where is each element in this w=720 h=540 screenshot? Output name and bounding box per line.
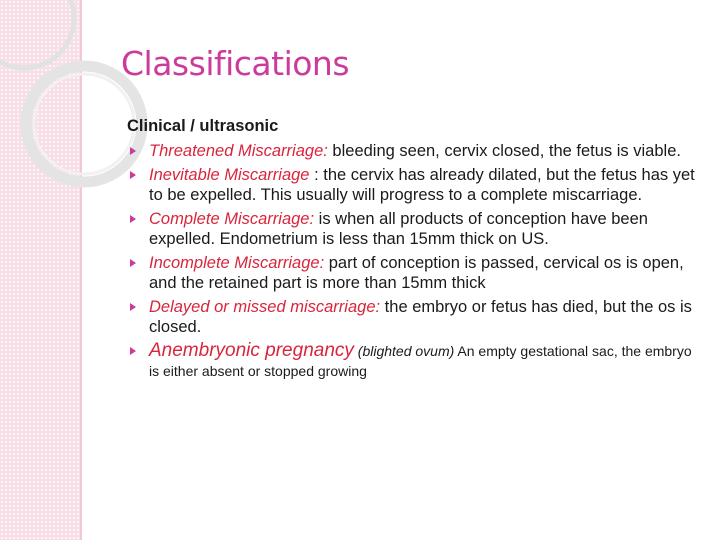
term-separator: : xyxy=(323,142,328,160)
list-item-incomplete xyxy=(127,253,702,293)
term-label: Incomplete Miscarriage: xyxy=(149,254,325,272)
term-separator: : xyxy=(309,166,319,184)
list-item-threatened xyxy=(127,141,702,161)
bullet-arrow-icon xyxy=(130,347,136,355)
item-description: the embryo or fetus has died, but the os is closed. xyxy=(149,298,692,336)
list-item-inevitable xyxy=(127,165,702,205)
bullet-arrow-icon xyxy=(130,171,136,179)
term-label: Threatened Miscarriage xyxy=(149,142,324,160)
term-label: Anembryonic pregnancy xyxy=(149,340,354,361)
section-subheading: Clinical / ultrasonic xyxy=(127,117,279,135)
top-ring xyxy=(0,0,74,68)
item-description: An empty gestational sac, the embryo is either absent or stopped growing xyxy=(149,343,692,379)
item-description: is when all products of conception have been expelled. Endometrium is less than 15mm thick on US. xyxy=(149,210,648,248)
classification-list xyxy=(127,141,702,381)
middle-ring xyxy=(26,66,142,182)
list-item-delayed xyxy=(127,297,702,337)
item-description: the cervix has already dilated, but the fetus has yet to be expelled. This usually will progress to a complete miscarriage. xyxy=(149,166,695,204)
slide-body xyxy=(127,116,702,385)
term-label: Complete Miscarriage: xyxy=(149,210,315,228)
middle-ring-inner xyxy=(34,74,134,174)
bullet-arrow-icon xyxy=(130,303,136,311)
term-label: Inevitable Miscarriage xyxy=(149,166,310,184)
bullet-arrow-icon xyxy=(130,215,136,223)
list-item-complete xyxy=(127,209,702,249)
list-item-anembryonic xyxy=(127,341,702,381)
bullet-arrow-icon xyxy=(130,259,136,267)
item-description: bleeding seen, cervix closed, the fetus is viable. xyxy=(327,142,681,160)
bullet-arrow-icon xyxy=(130,147,136,155)
term-note: (blighted ovum) xyxy=(353,343,455,359)
slide-title: Classifications xyxy=(121,44,350,83)
item-description: part of conception is passed, cervical os is open, and the retained part is more than 15mm thick xyxy=(149,254,684,292)
term-label: Delayed or missed miscarriage: xyxy=(149,298,381,316)
